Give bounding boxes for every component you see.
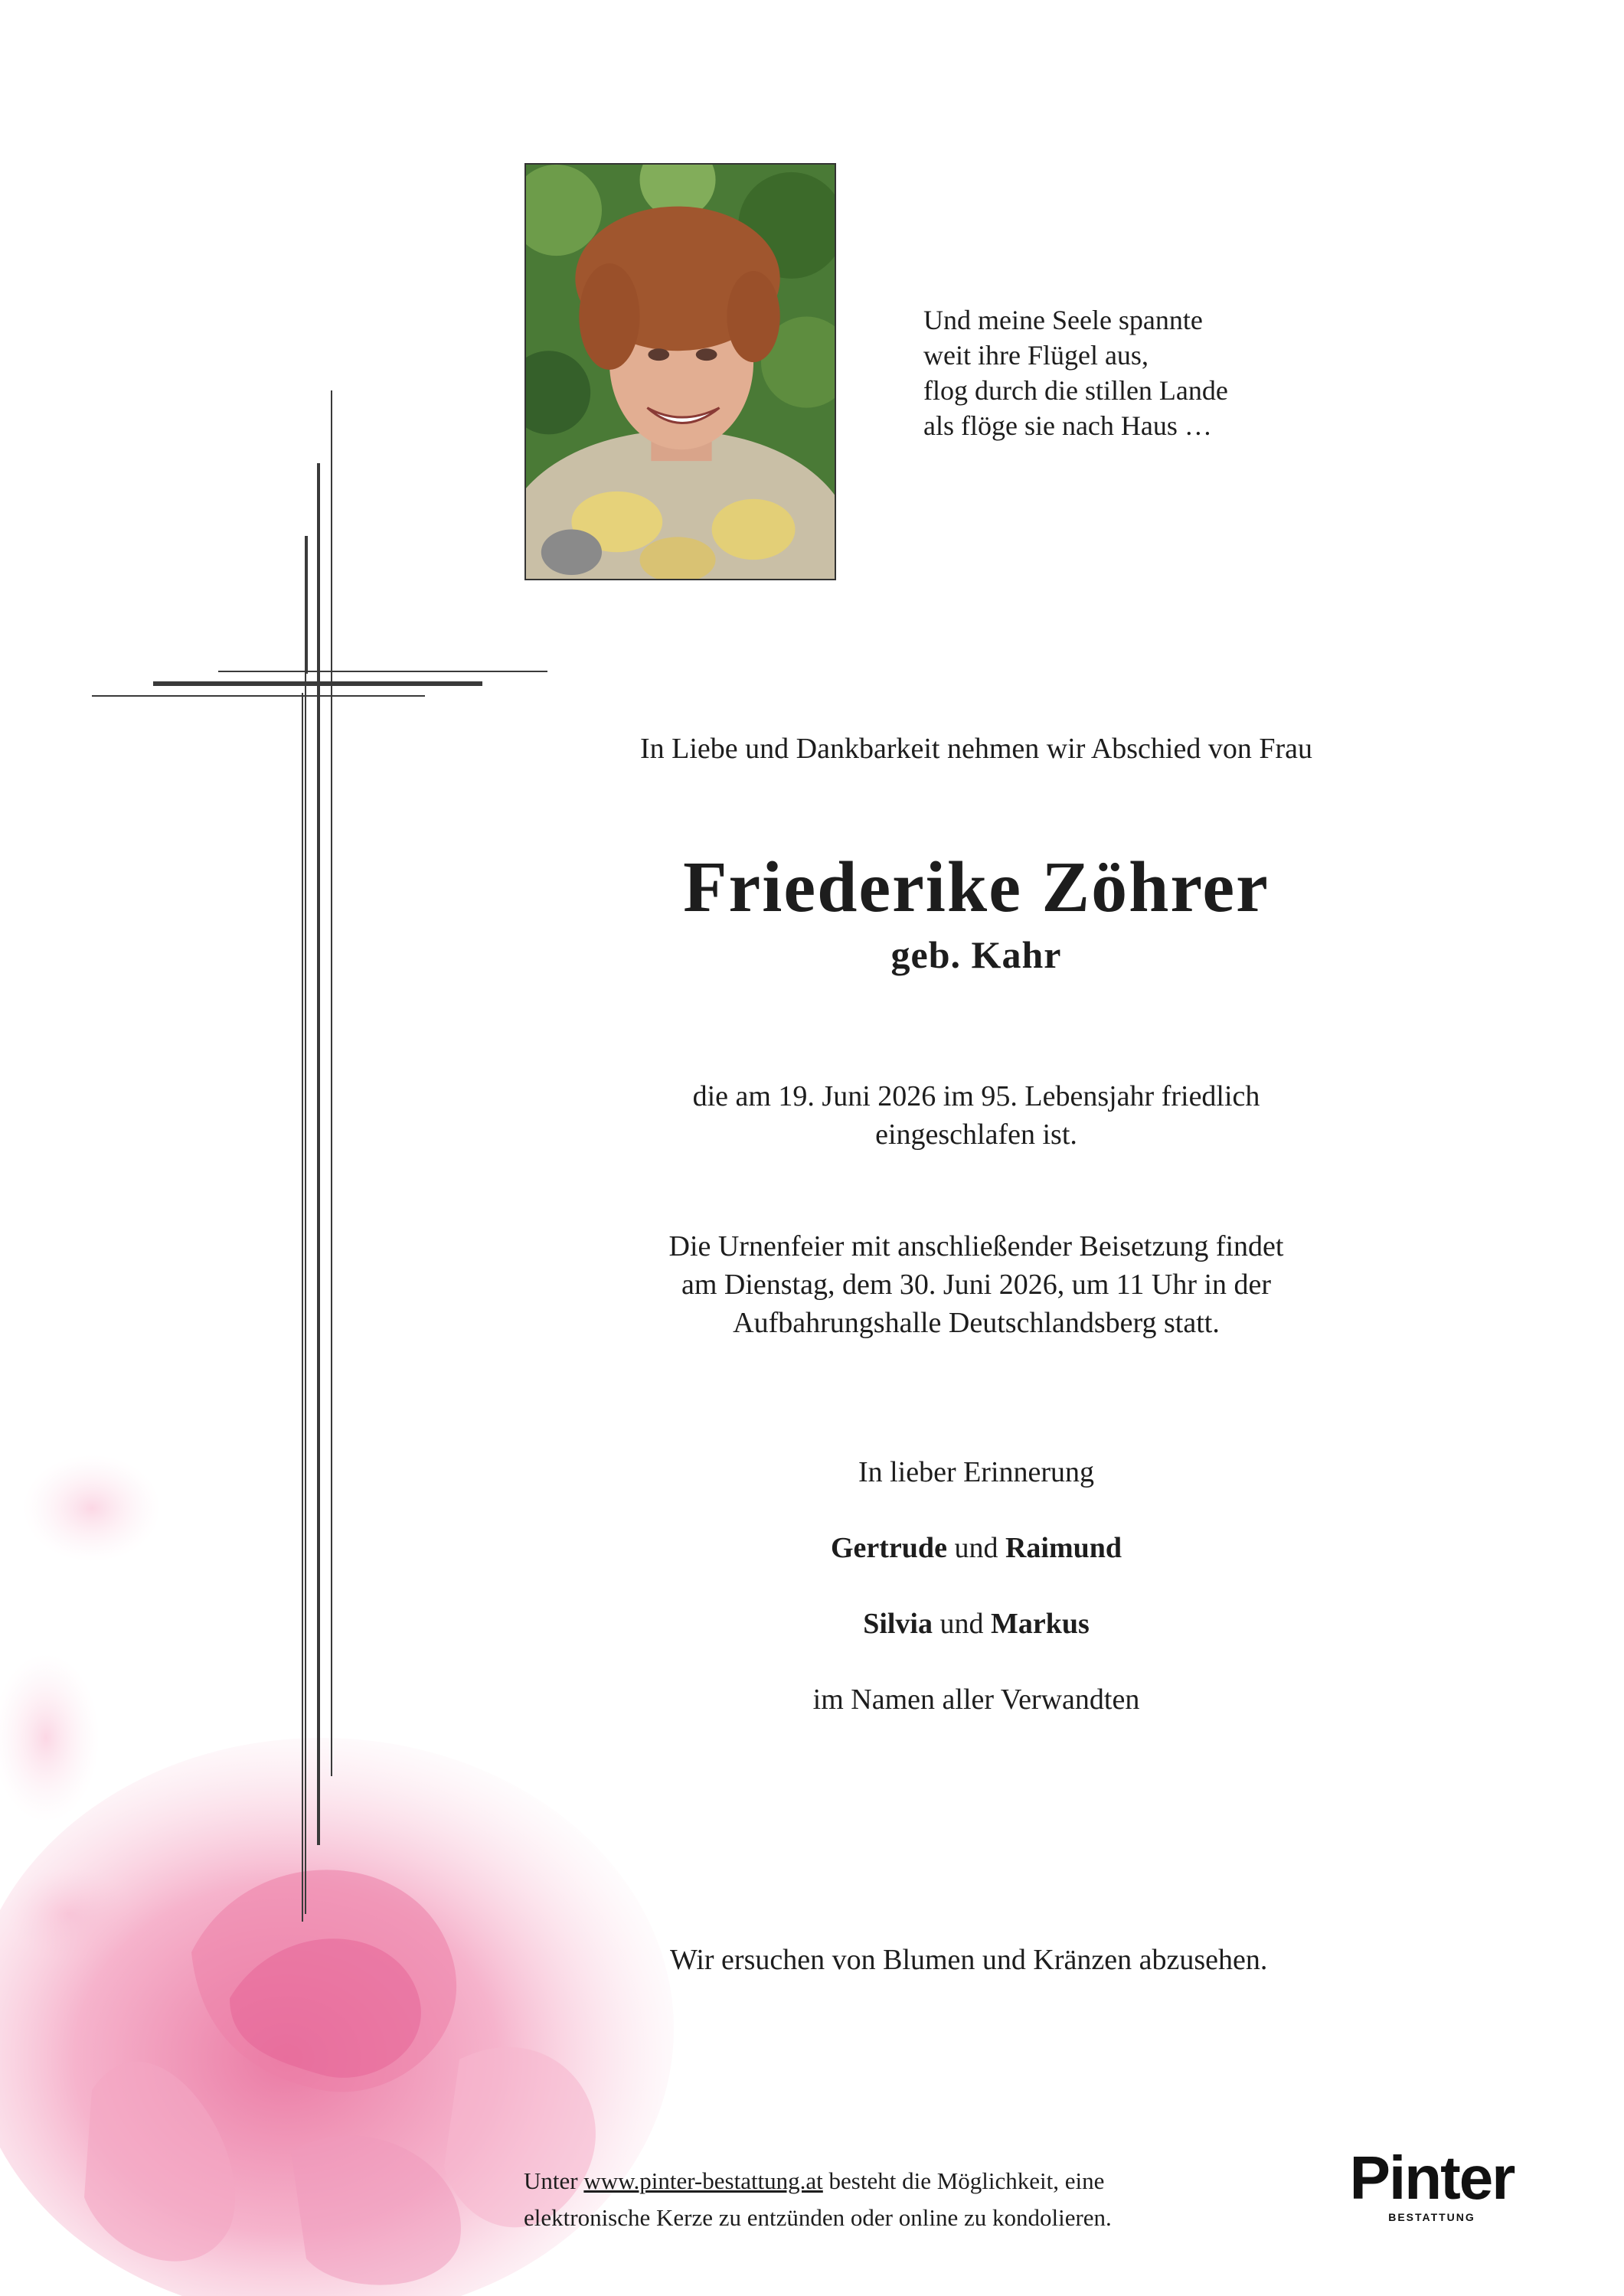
cross-horizontal-upper bbox=[218, 671, 547, 672]
cross-horizontal-main bbox=[153, 681, 482, 686]
ceremony-line: Aufbahrungshalle Deutschlandsberg statt. bbox=[733, 1307, 1220, 1339]
portrait-photo bbox=[524, 163, 836, 580]
footer-note bbox=[524, 2163, 1112, 2236]
maiden-name: geb. Kahr bbox=[890, 933, 1062, 976]
mourners-closing: im Namen aller Verwandten bbox=[812, 1684, 1140, 1716]
deceased-name: Friederike Zöhrer bbox=[683, 848, 1269, 927]
cross-vertical-right bbox=[331, 390, 332, 1776]
pinter-logo bbox=[1332, 2144, 1531, 2223]
poem-line: Und meine Seele spannte bbox=[923, 305, 1203, 335]
poem-line: als flöge sie nach Haus … bbox=[923, 410, 1212, 441]
mourner-name: Gertrude bbox=[830, 1532, 947, 1564]
mourners-heading: In lieber Erinnerung bbox=[858, 1456, 1095, 1488]
footer-line: elektronische Kerze zu entzünden oder online zu kondolieren. bbox=[524, 2204, 1112, 2231]
mourner-name: Markus bbox=[991, 1608, 1090, 1640]
cross-vertical-short bbox=[306, 536, 308, 674]
cross-horizontal-lower bbox=[92, 695, 425, 697]
mourner-conjunction: und bbox=[954, 1532, 998, 1564]
footer-line bbox=[524, 2163, 1112, 2200]
logo-name: Pinter bbox=[1349, 2144, 1515, 2212]
intro-text: In Liebe und Dankbarkeit nehmen wir Abschied von Frau bbox=[640, 733, 1312, 765]
mourner-conjunction: und bbox=[939, 1608, 984, 1640]
death-notice-line: die am 19. Juni 2026 im 95. Lebensjahr friedlich bbox=[692, 1080, 1260, 1112]
poem-line: flog durch die stillen Lande bbox=[923, 375, 1228, 406]
mourner-pair bbox=[536, 1529, 1417, 1567]
logo-subtitle: BESTATTUNG bbox=[1388, 2211, 1475, 2223]
footer-suffix: besteht die Möglichkeit, eine bbox=[828, 2167, 1105, 2194]
death-notice-line: eingeschlafen ist. bbox=[875, 1119, 1077, 1151]
footer-prefix: Unter bbox=[524, 2167, 578, 2194]
cross-vertical-left bbox=[305, 536, 306, 1914]
poem bbox=[923, 302, 1228, 443]
ceremony-line: Die Urnenfeier mit anschließender Beisetzung findet bbox=[668, 1230, 1284, 1262]
flowers-request: Wir ersuchen von Blumen und Kränzen abzusehen. bbox=[670, 1944, 1268, 1976]
death-notice bbox=[536, 1077, 1417, 1154]
cross-vertical-outer-left bbox=[302, 693, 303, 1922]
mourner-name: Raimund bbox=[1005, 1532, 1122, 1564]
website-link[interactable]: www.pinter-bestattung.at bbox=[583, 2167, 823, 2194]
ceremony-details bbox=[536, 1227, 1417, 1342]
poem-line: weit ihre Flügel aus, bbox=[923, 340, 1149, 371]
mourner-name: Silvia bbox=[863, 1608, 933, 1640]
ceremony-line: am Dienstag, dem 30. Juni 2026, um 11 Uhr in der bbox=[681, 1269, 1272, 1301]
mourner-pair bbox=[536, 1605, 1417, 1643]
